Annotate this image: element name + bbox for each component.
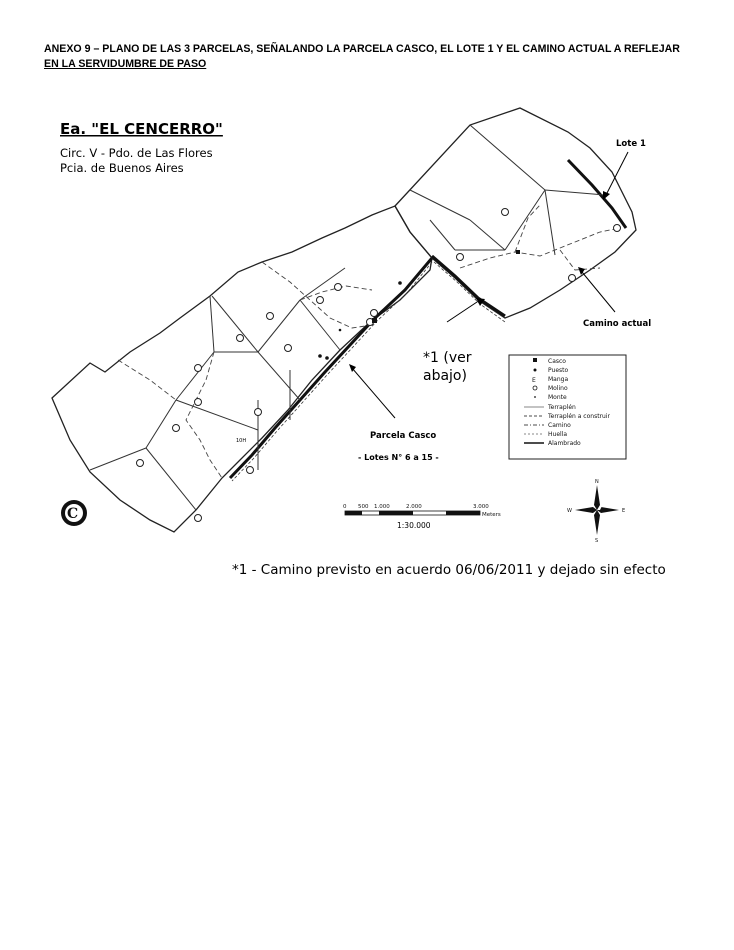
compass-rose bbox=[567, 479, 625, 544]
parcel-west bbox=[52, 206, 432, 532]
scale-unit: Meters bbox=[482, 512, 501, 518]
label-camino-actual: Camino actual bbox=[583, 319, 652, 329]
pointer-ver-abajo bbox=[447, 300, 480, 322]
legend-label: Huella bbox=[548, 431, 568, 438]
label-lote1: Lote 1 bbox=[616, 139, 646, 149]
lot-tag: 10H bbox=[236, 438, 247, 444]
pointer-casco bbox=[352, 368, 395, 418]
label-parcela-casco: Parcela Casco bbox=[370, 431, 437, 441]
map-subtitle-1: Circ. V - Pdo. de Las Flores bbox=[60, 146, 213, 160]
scale-tick: 1.000 bbox=[374, 504, 390, 510]
casco-boundary bbox=[230, 258, 432, 478]
compass-e: E bbox=[622, 508, 626, 514]
roads bbox=[118, 262, 372, 478]
compass-n: N bbox=[595, 479, 599, 485]
pointer-camino bbox=[582, 272, 615, 312]
ne-roads bbox=[460, 205, 620, 270]
footnote: *1 - Camino previsto en acuerdo 06/06/2011 y dejado sin efecto bbox=[232, 562, 666, 578]
logo-text: C bbox=[67, 506, 79, 522]
scale-tick: 0 bbox=[343, 504, 347, 510]
legend-label: Molino bbox=[548, 385, 568, 392]
header-line-1: ANEXO 9 – PLANO DE LAS 3 PARCELAS, SEÑALANDO LA PARCELA CASCO, EL LOTE 1 Y EL CAMINO ACTUAL A REFLEJAR bbox=[44, 43, 680, 55]
label-ver-abajo-1: *1 (ver bbox=[423, 350, 472, 366]
legend bbox=[509, 355, 626, 459]
scale-ratio: 1:30.000 bbox=[397, 521, 431, 530]
pointer-lote1 bbox=[606, 152, 628, 195]
map-subtitle-2: Pcia. de Buenos Aires bbox=[60, 161, 184, 175]
parcel-divisions bbox=[90, 268, 345, 510]
legend-label: Puesto bbox=[548, 367, 569, 374]
pointer-lote1-head bbox=[603, 191, 610, 200]
compass-s: S bbox=[595, 538, 599, 544]
parcel-northeast bbox=[395, 108, 636, 318]
label-ver-abajo-2: abajo) bbox=[423, 368, 467, 384]
parcel-ne-divisions bbox=[410, 125, 605, 255]
legend-label: Terraplén a construir bbox=[548, 413, 610, 420]
legend-label: Terraplén bbox=[548, 404, 576, 411]
scale-bar bbox=[343, 504, 501, 530]
legend-label: Monte bbox=[548, 394, 567, 401]
logo bbox=[61, 500, 87, 526]
scale-tick: 2.000 bbox=[406, 504, 422, 510]
legend-label: Alambrado bbox=[548, 440, 581, 447]
label-lotes: - Lotes N° 6 a 15 - bbox=[358, 453, 439, 462]
scale-tick: 500 bbox=[358, 504, 369, 510]
legend-label: Casco bbox=[548, 358, 566, 365]
map-title: Ea. "EL CENCERRO" bbox=[60, 120, 223, 138]
legend-label: Camino bbox=[548, 422, 571, 429]
legend-label: Manga bbox=[548, 376, 569, 383]
svg-text:E: E bbox=[532, 377, 536, 384]
header-line-2: EN LA SERVIDUMBRE DE PASO bbox=[44, 58, 207, 70]
compass-w: W bbox=[567, 508, 572, 514]
scale-tick: 3.000 bbox=[473, 504, 489, 510]
